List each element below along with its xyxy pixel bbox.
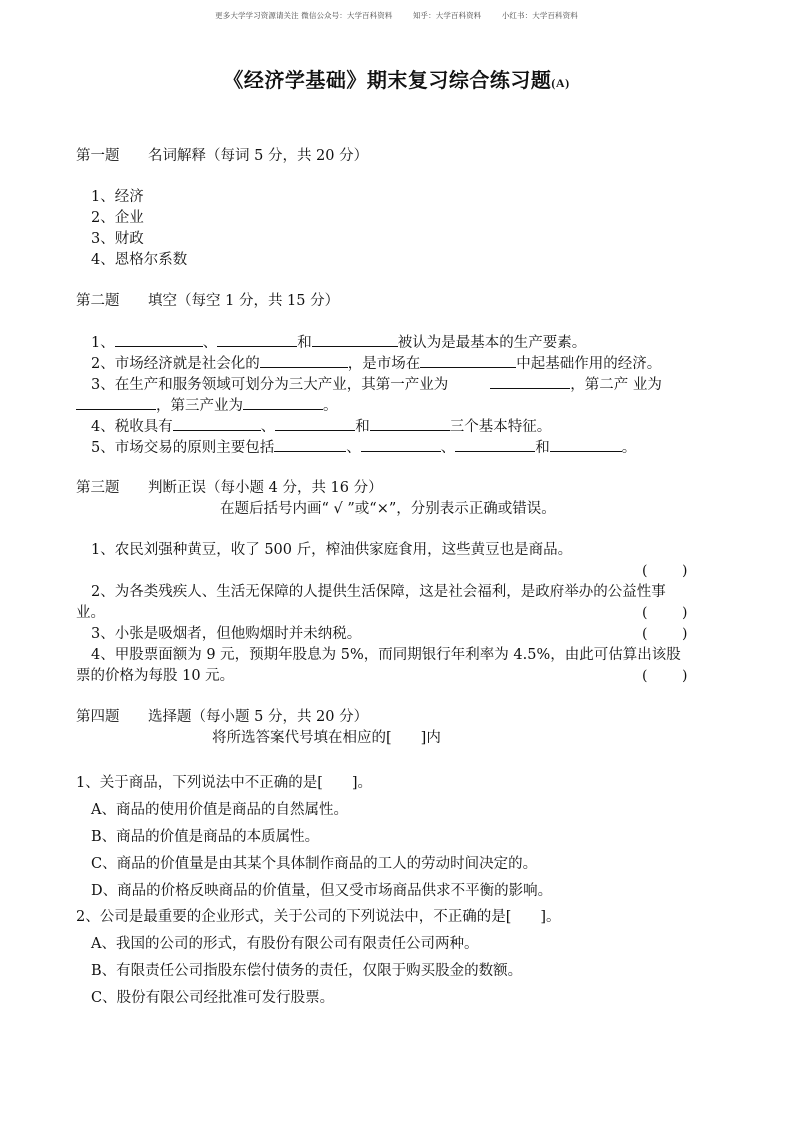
answer-blank[interactable] — [115, 332, 203, 347]
fill-question-5 — [91, 437, 636, 458]
answer-blank[interactable] — [370, 416, 450, 431]
page-title — [0, 64, 793, 93]
question-text: 被认为是最基本的生产要素。 — [397, 335, 587, 351]
judgement-item-4-cont: 票的价格为每股 10 元。 — [76, 668, 235, 684]
answer-blank[interactable] — [260, 353, 348, 368]
answer-blank[interactable] — [455, 437, 535, 452]
paren-close: ) — [682, 668, 688, 684]
answer-blank[interactable] — [490, 374, 570, 389]
page-header — [0, 10, 793, 21]
section4-heading — [76, 707, 368, 727]
question-text: 中起基础作用的经济。 — [516, 356, 662, 372]
question-text: 2、市场经济就是社会化的 — [91, 356, 260, 372]
separator: 、 — [260, 419, 276, 435]
fill-question-4 — [91, 416, 551, 437]
judgement-item-2-cont: 业。 — [76, 605, 105, 621]
fill-question-3 — [91, 374, 662, 395]
fill-question-3-cont — [76, 395, 338, 416]
section3-title: 判断正误（每小题 4 分，共 16 分） — [148, 480, 383, 496]
choice-question-2: 2、公司是最重要的企业形式，关于公司的下列说法中，不正确的是[ ]。 — [76, 909, 561, 925]
judgement-item-2: 2、为各类残疾人、生活无保障的人提供生活保障，这是社会福利，是政府举办的公益性事 — [91, 584, 666, 600]
section2-heading — [76, 291, 339, 311]
answer-parentheses[interactable] — [642, 624, 687, 644]
section1-title: 名词解释（每词 5 分，共 20 分） — [148, 148, 369, 164]
separator: 、 — [346, 440, 361, 456]
section3-instruction: 在题后括号内画“ √ ”或“×”，分别表示正确或错误。 — [220, 501, 556, 517]
question-text: 。 — [323, 398, 338, 414]
section4-title: 选择题（每小题 5 分，共 20 分） — [148, 709, 369, 725]
question-text: ，第二产 业为 — [570, 377, 662, 393]
header-wechat: 更多大学学习资源请关注 微信公众号：大学百科资料 — [215, 11, 393, 20]
question-text: 三个基本特征。 — [449, 419, 552, 435]
answer-parentheses[interactable] — [642, 561, 687, 581]
answer-blank[interactable] — [361, 437, 441, 452]
answer-blank[interactable] — [275, 416, 355, 431]
paren-close: ) — [682, 626, 688, 642]
choice-option-a[interactable]: A、商品的使用价值是商品的自然属性。 — [91, 802, 348, 818]
choice-option-b[interactable]: B、商品的价值是商品的本质属性。 — [91, 829, 320, 845]
paren-open: ( — [642, 605, 648, 621]
section1-item: 2、企业 — [91, 210, 144, 226]
question-number: 1、 — [91, 335, 115, 351]
paren-open: ( — [642, 668, 648, 684]
answer-blank[interactable] — [312, 332, 398, 347]
separator: 、 — [202, 335, 218, 351]
separator: 和 — [355, 419, 370, 435]
fill-question-1 — [91, 332, 586, 353]
section3-number: 第三题 — [76, 480, 120, 496]
section4-number: 第四题 — [76, 709, 120, 725]
answer-blank[interactable] — [217, 332, 297, 347]
section2-number: 第二题 — [76, 293, 120, 309]
header-xiaohongshu: 小红书：大学百科资料 — [501, 11, 578, 20]
question-text: ，是市场在 — [347, 356, 421, 372]
question-text: 3、在生产和服务领域可划分为三大产业，其第一产业为 — [91, 377, 449, 393]
judgement-item-4: 4、甲股票面额为 9 元，预期年股息为 5%，而同期银行年利率为 4.5%，由此可估算出该股 — [91, 647, 681, 663]
paren-close: ) — [682, 563, 688, 579]
fill-question-2 — [91, 353, 661, 374]
judgement-item-1: 1、农民刘强种黄豆，收了 500 斤，榨油供家庭食用，这些黄豆也是商品。 — [91, 542, 573, 558]
choice-option-a[interactable]: A、我国的公司的形式，有股份有限公司有限责任公司两种。 — [91, 936, 479, 952]
judgement-item-3: 3、小张是吸烟者，但他购烟时并未纳税。 — [91, 626, 362, 642]
answer-blank[interactable] — [420, 353, 516, 368]
paren-open: ( — [642, 626, 648, 642]
title-suffix: (A) — [551, 76, 570, 90]
answer-blank[interactable] — [274, 437, 346, 452]
question-text: 。 — [621, 440, 637, 456]
answer-parentheses[interactable] — [642, 666, 687, 686]
choice-option-c[interactable]: C、商品的价值量是由其某个具体制作商品的工人的劳动时间决定的。 — [91, 856, 538, 872]
title-main: 《经济学基础》期末复习综合练习题 — [223, 68, 552, 92]
separator: 、 — [440, 440, 456, 456]
section1-heading — [76, 146, 368, 166]
section1-item: 3、财政 — [91, 231, 144, 247]
section3-heading — [76, 478, 383, 498]
choice-question-1: 1、关于商品，下列说法中不正确的是[ ]。 — [76, 775, 373, 791]
header-zhihu: 知乎：大学百科资料 — [412, 11, 482, 20]
question-text: 5、市场交易的原则主要包括 — [91, 440, 275, 456]
answer-blank[interactable] — [173, 416, 261, 431]
section2-title: 填空（每空 1 分，共 15 分） — [148, 293, 340, 309]
question-text: 4、税收具有 — [91, 419, 173, 435]
answer-blank[interactable] — [243, 395, 323, 410]
choice-option-b[interactable]: B、有限责任公司指股东偿付债务的责任，仅限于购买股金的数额。 — [91, 963, 523, 979]
choice-option-c[interactable]: C、股份有限公司经批准可发行股票。 — [91, 990, 335, 1006]
answer-parentheses[interactable] — [642, 603, 687, 623]
section1-number: 第一题 — [76, 148, 120, 164]
question-text: ，第三产业为 — [156, 398, 243, 414]
section4-instruction: 将所选答案代号填在相应的[ ]内 — [212, 730, 441, 746]
paren-open: ( — [642, 563, 648, 579]
answer-blank[interactable] — [76, 395, 156, 410]
separator: 和 — [297, 335, 312, 351]
section1-item: 4、恩格尔系数 — [91, 252, 188, 268]
separator: 和 — [535, 440, 550, 456]
choice-option-d[interactable]: D、商品的价格反映商品的价值量，但又受市场商品供求不平衡的影响。 — [91, 883, 553, 899]
answer-blank[interactable] — [550, 437, 622, 452]
paren-close: ) — [682, 605, 688, 621]
section1-item: 1、经济 — [91, 189, 144, 205]
